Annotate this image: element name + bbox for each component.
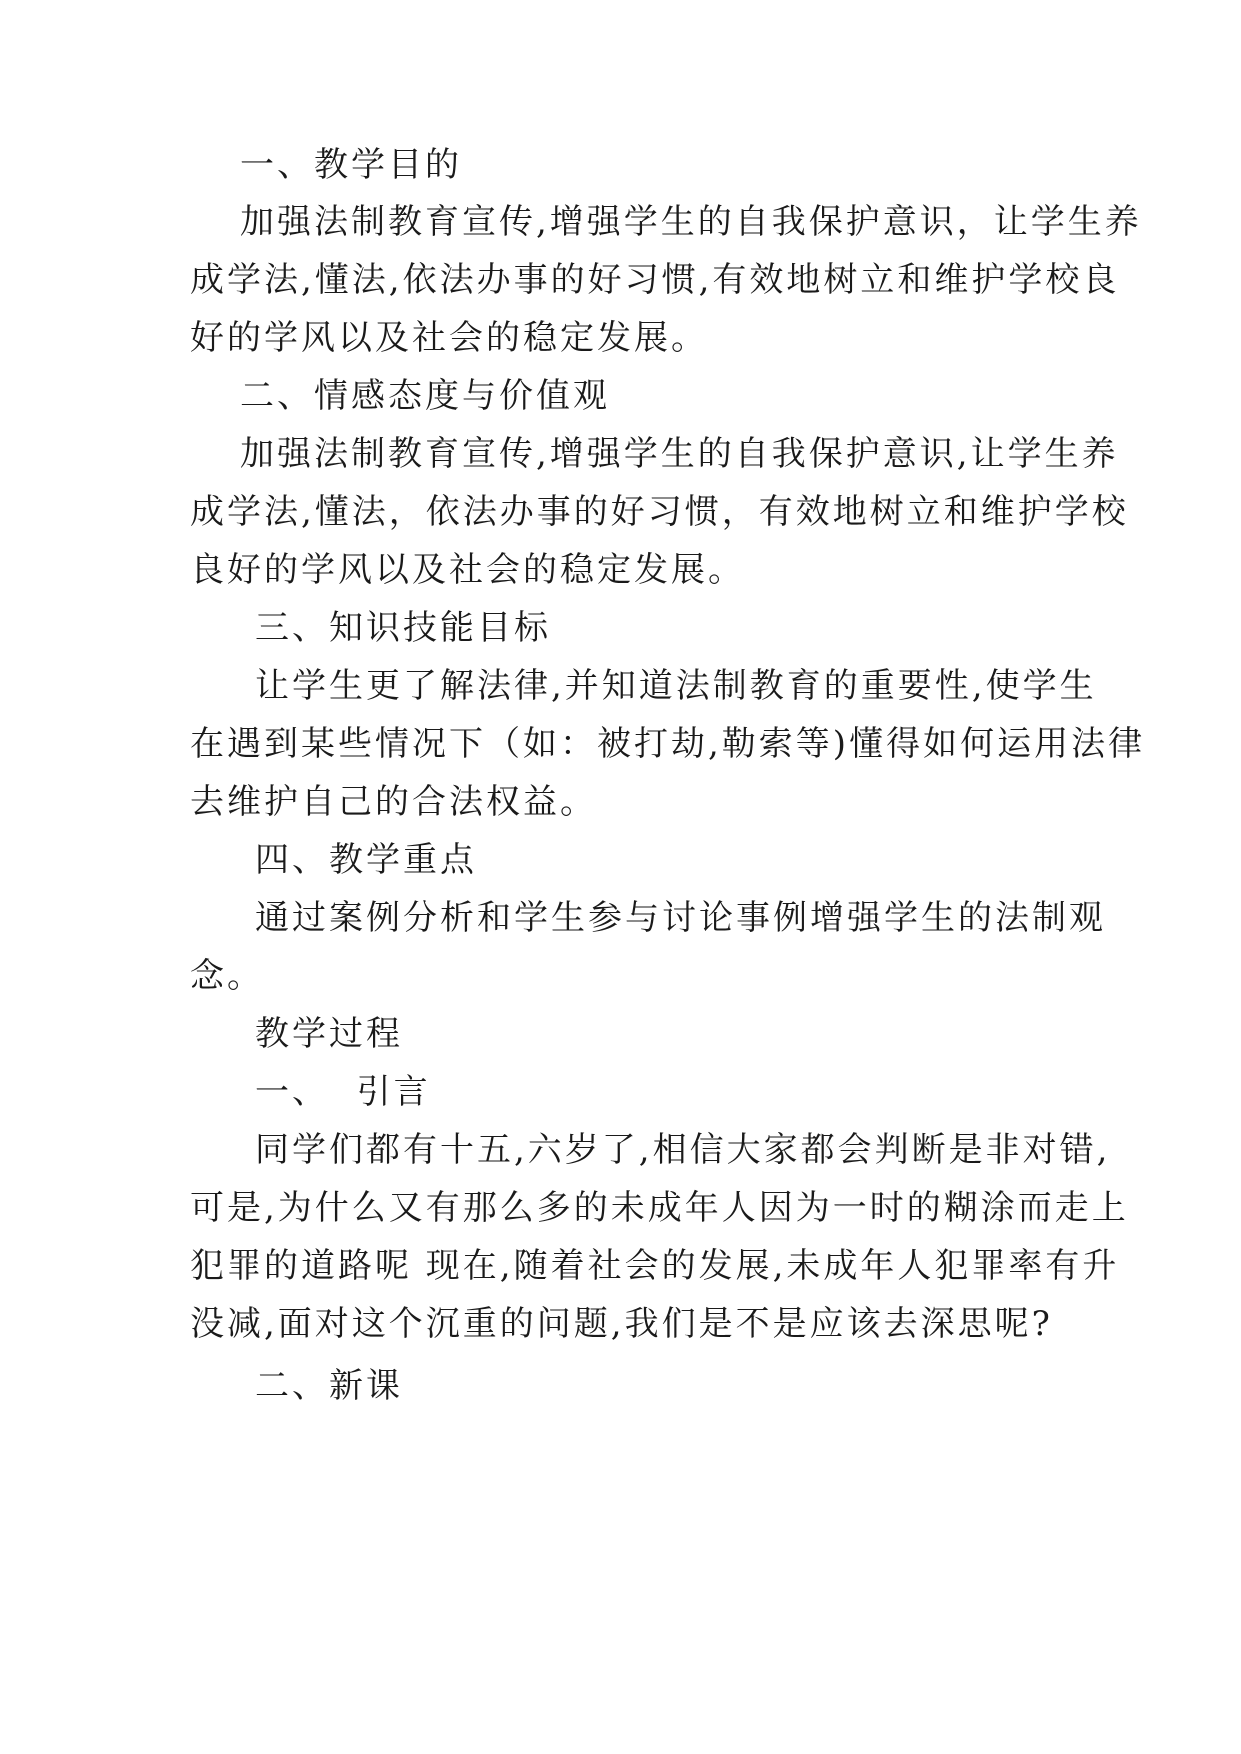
paragraph-line: 犯罪的道路呢 现在,随着社会的发展,未成年人犯罪率有升: [190, 1246, 1120, 1286]
paragraph-line: 没减,面对这个沉重的问题,我们是不是应该去深思呢?: [190, 1304, 1053, 1344]
paragraph-line: 可是,为什么又有那么多的未成年人因为一时的糊涂而走上: [190, 1188, 1129, 1228]
paragraph-line: 在遇到某些情况下（如：被打劫,勒索等)懂得如何运用法律: [190, 724, 1146, 764]
section-heading-teaching-process: 教学过程: [255, 1014, 403, 1054]
section-heading-introduction: 一、 引言: [255, 1072, 431, 1112]
paragraph-line: 加强法制教育宣传,增强学生的自我保护意识,让学生养: [240, 434, 1119, 474]
section-heading-teaching-focus: 四、教学重点: [255, 840, 477, 880]
section-heading-knowledge-skills: 三、知识技能目标: [255, 608, 551, 648]
paragraph-line: 加强法制教育宣传,增强学生的自我保护意识，让学生养: [240, 202, 1142, 242]
section-heading-attitude-values: 二、情感态度与价值观: [240, 376, 610, 416]
paragraph-line: 良好的学风以及社会的稳定发展。: [190, 550, 745, 590]
paragraph-line: 好的学风以及社会的稳定发展。: [190, 318, 708, 358]
paragraph-line: 通过案例分析和学生参与讨论事例增强学生的法制观: [255, 898, 1106, 938]
paragraph-line: 让学生更了解法律,并知道法制教育的重要性,使学生: [255, 666, 1097, 706]
paragraph-line: 成学法,懂法,依法办事的好习惯,有效地树立和维护学校良: [190, 260, 1120, 300]
section-heading-teaching-objective: 一、教学目的: [240, 145, 462, 185]
paragraph-line: 念。: [190, 956, 264, 996]
section-heading-new-lesson: 二、新课: [255, 1366, 403, 1406]
paragraph-line: 成学法,懂法，依法办事的好习惯，有效地树立和维护学校: [190, 492, 1129, 532]
paragraph-line: 同学们都有十五,六岁了,相信大家都会判断是非对错,: [255, 1130, 1111, 1170]
paragraph-line: 去维护自己的合法权益。: [190, 782, 597, 822]
